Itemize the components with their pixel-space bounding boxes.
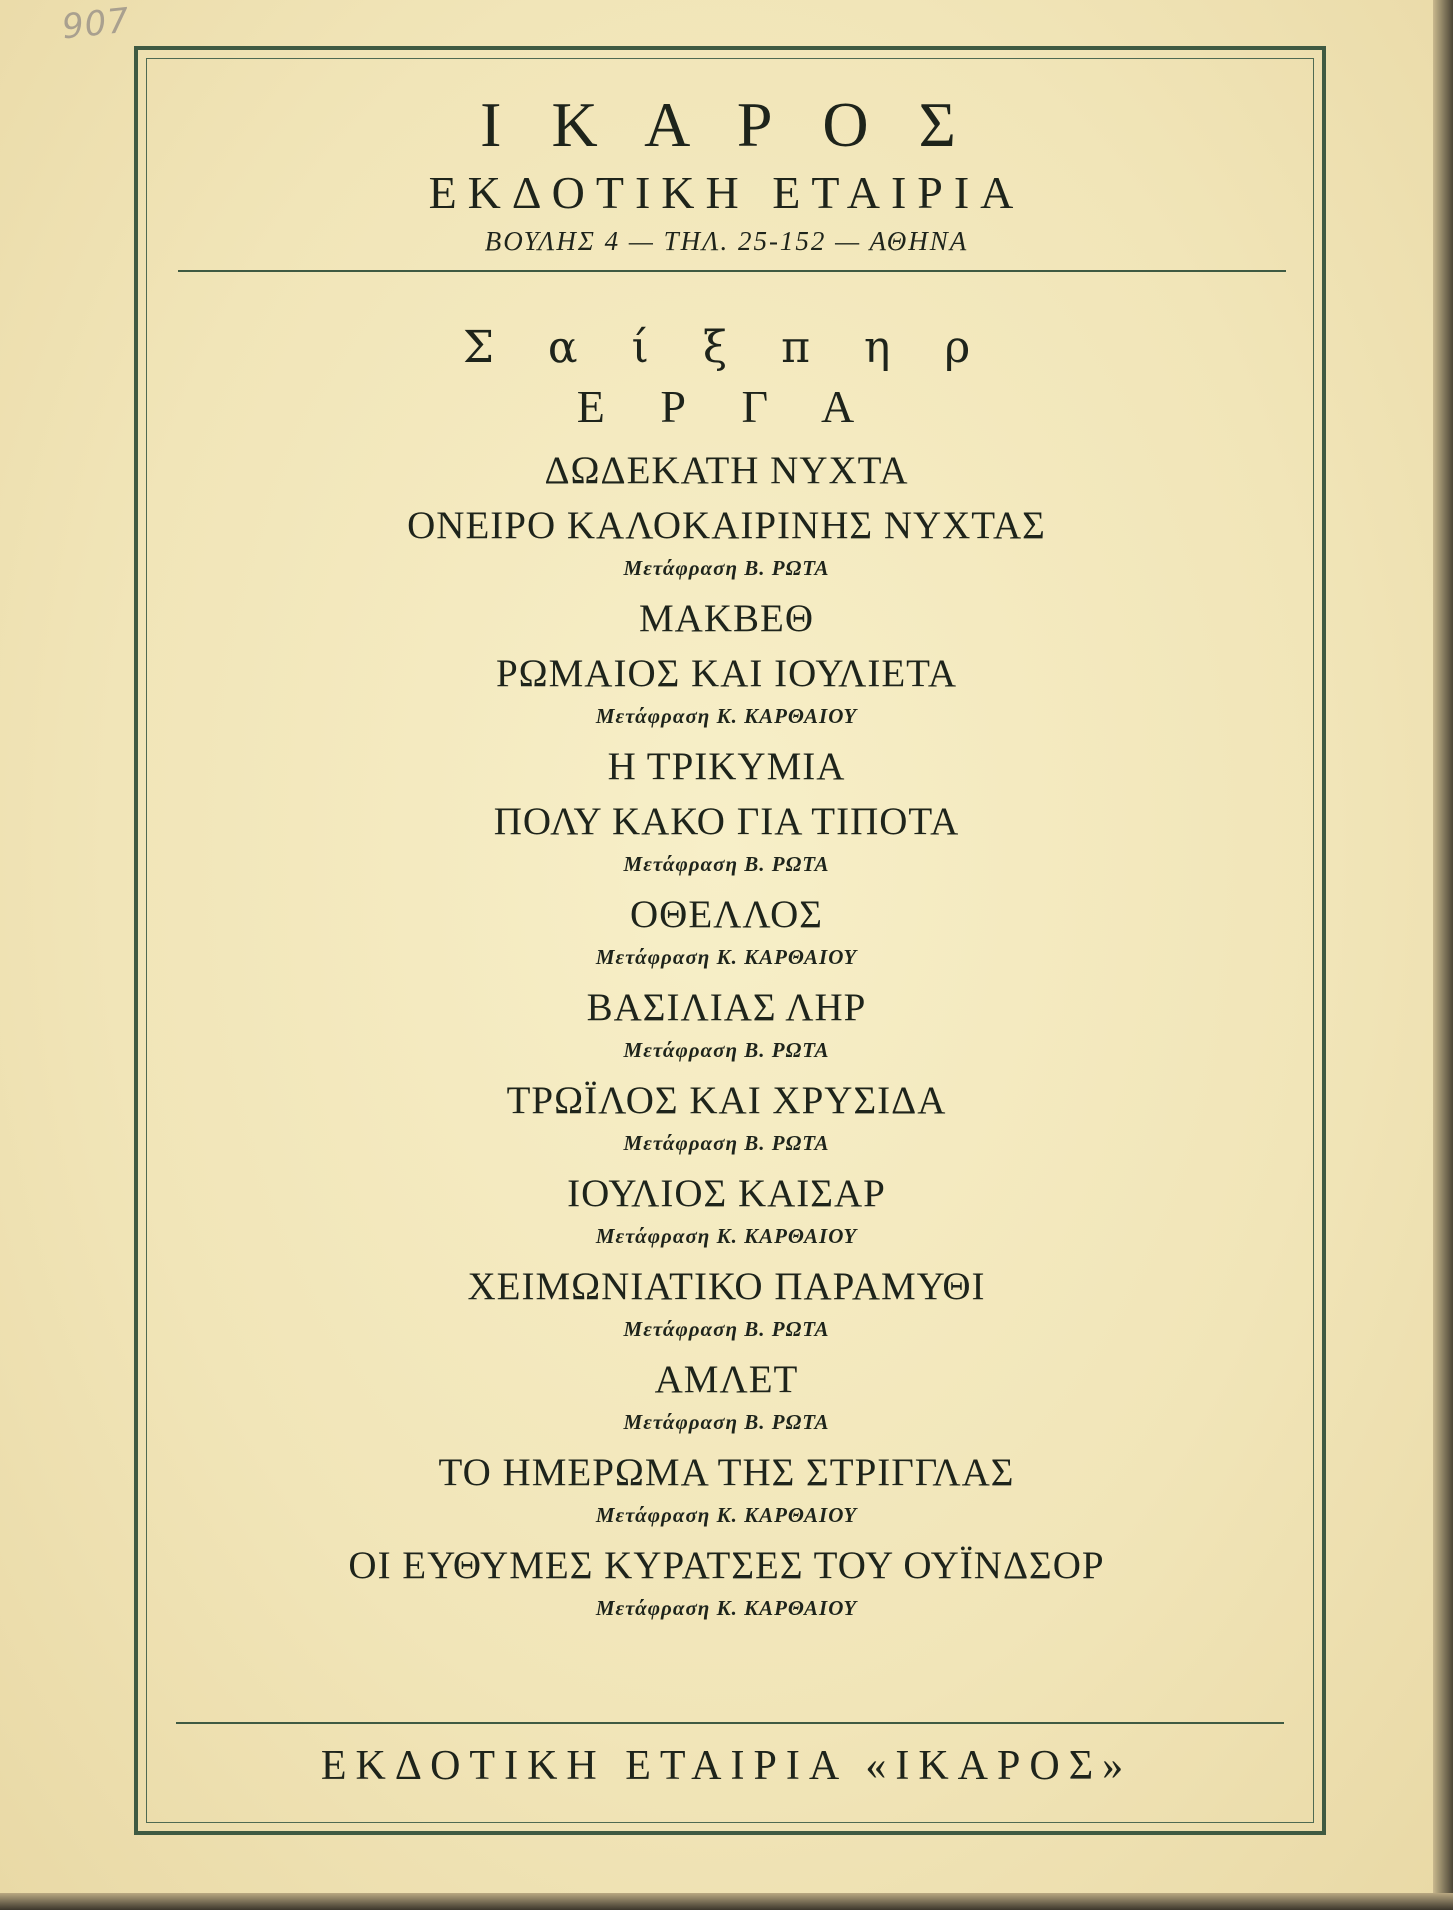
translator-credit: Μετάφραση Κ. ΚΑΡΘΑΙΟΥ [595,945,858,969]
work-entry [0,887,1453,973]
work-entry [0,739,1453,880]
work-entry [0,1352,1453,1438]
footer-publisher: ΕΚΔΟΤΙΚΗ ΕΤΑΙΡΙΑ «ΙΚΑΡΟΣ» [320,1743,1133,1789]
work-entry [0,1073,1453,1159]
work-title: ΙΟΥΛΙΟΣ ΚΑΙΣΑΡ [567,1172,886,1215]
work-entry [0,980,1453,1066]
works-heading: Ε Ρ Γ Α [576,381,877,432]
header-divider [178,270,1286,272]
publisher-address: ΒΟΥΛΗΣ 4 — ΤΗΛ. 25-152 — ΑΘΗΝΑ [484,226,969,256]
translator-credit: Μετάφραση Κ. ΚΑΡΘΑΙΟΥ [595,704,858,728]
work-title: ΡΩΜΑΙΟΣ ΚΑΙ ΙΟΥΛΙΕΤΑ [495,652,958,695]
publisher-subtitle: ΕΚΔΟΤΙΚΗ ΕΤΑΙΡΙΑ [428,167,1025,218]
work-entry [0,1538,1453,1624]
work-title: ΤΟ ΗΜΕΡΩΜΑ ΤΗΣ ΣΤΡΙΓΓΛΑΣ [438,1451,1015,1494]
translator-credit: Μετάφραση Κ. ΚΑΡΘΑΙΟΥ [595,1224,858,1248]
translator-credit: Μετάφραση Κ. ΚΑΡΘΑΙΟΥ [595,1596,858,1620]
work-title: ΟΝΕΙΡΟ ΚΑΛΟΚΑΙΡΙΝΗΣ ΝΥΧΤΑΣ [407,504,1046,547]
author-name: Σ α ί ξ π η ρ [462,322,991,373]
work-title: ΔΩΔΕΚΑΤΗ ΝΥΧΤΑ [544,449,909,492]
work-entry [0,443,1453,584]
translator-credit: Μετάφραση Κ. ΚΑΡΘΑΙΟΥ [595,1503,858,1527]
handwritten-note: 907 [60,0,132,48]
work-title: ΑΜΛΕΤ [654,1358,799,1401]
works-list [0,443,1453,1631]
publisher-name: Ι Κ Α Ρ Ο Σ [480,89,973,160]
translator-credit: Μετάφραση Β. ΡΩΤΑ [623,1317,830,1341]
translator-credit: Μετάφραση Β. ΡΩΤΑ [623,1038,830,1062]
work-entry [0,591,1453,732]
work-title: ΤΡΩΪΛΟΣ ΚΑΙ ΧΡΥΣΙΔΑ [506,1079,947,1122]
work-title: ΟΘΕΛΛΟΣ [630,893,823,936]
work-title: ΧΕΙΜΩΝΙΑΤΙΚΟ ΠΑΡΑΜΥΘΙ [467,1265,986,1308]
translator-credit: Μετάφραση Β. ΡΩΤΑ [623,852,830,876]
work-title: ΟΙ ΕΥΘΥΜΕΣ ΚΥΡΑΤΣΕΣ ΤΟΥ ΟΥΪΝΔΣΟΡ [348,1544,1105,1587]
work-entry [0,1259,1453,1345]
work-title: Η ΤΡΙΚΥΜΙΑ [607,745,846,788]
work-title: ΒΑΣΙΛΙΑΣ ΛΗΡ [586,986,867,1029]
translator-credit: Μετάφραση Β. ΡΩΤΑ [623,1410,830,1434]
translator-credit: Μετάφραση Β. ΡΩΤΑ [623,556,830,580]
page-edge-shadow-bottom [0,1893,1453,1910]
work-title: ΜΑΚΒΕΘ [638,597,814,640]
translator-credit: Μετάφραση Β. ΡΩΤΑ [623,1131,830,1155]
work-title: ΠΟΛΥ ΚΑΚΟ ΓΙΑ ΤΙΠΟΤΑ [493,800,960,843]
work-entry [0,1166,1453,1252]
work-entry [0,1445,1453,1531]
footer-divider [176,1722,1284,1724]
